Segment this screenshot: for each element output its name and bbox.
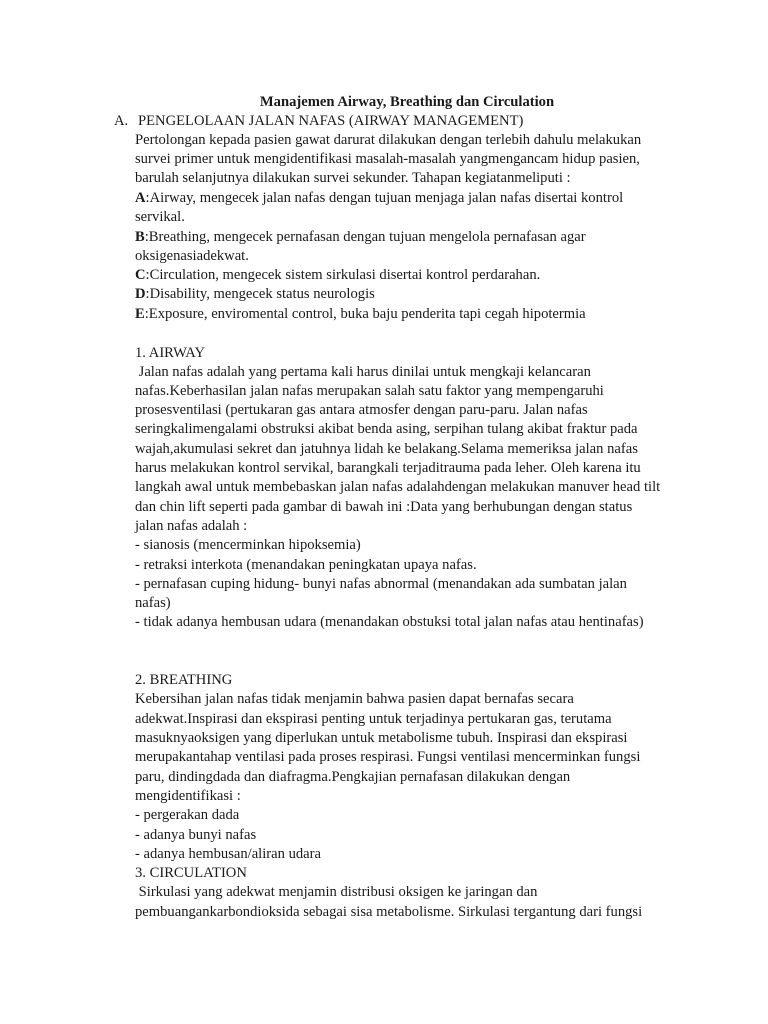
intro-line: survei primer untuk mengidentifikasi masalah-masalah yangmengancam hidup pasien, [135,151,640,167]
airway-line: seringkalimengalami obstruksi akibat benda asing, serpihan tulang akibat fraktur pada [135,421,638,437]
airway-heading: 1. AIRWAY [135,345,206,361]
step-text: :Exposure, enviromental control, buka baju penderita tapi cegah hipotermia [144,306,586,322]
airway-line: - tidak adanya hembusan udara (menandakan obstuksi total jalan nafas atau hentinafas) [135,614,644,630]
circulation-heading: 3. CIRCULATION [135,865,247,881]
breathing-line: merupakantahap ventilasi pada proses respirasi. Fungsi ventilasi mencerminkan fungsi [135,749,641,765]
breathing-line: - adanya bunyi nafas [135,827,257,843]
airway-line: nafas) [135,595,171,611]
step-text: oksigenasiadekwat. [135,248,249,264]
step-b-cont [135,247,249,266]
step-text: :Breathing, mengecek pernafasan dengan tujuan mengelola pernafasan agar [144,229,586,245]
step-key: A [135,190,146,206]
step-text: :Disability, mengecek status neurologis [145,286,375,302]
circulation-line: pembuangankarbondioksida sebagai sisa metabolisme. Sirkulasi tergantung dari fungsi [135,904,643,920]
airway-line: harus melakukan kontrol servikal, barangkali terjaditrauma pada leher. Oleh karena itu [135,460,641,476]
document-title: Manajemen Airway, Breathing dan Circulation [259,94,555,110]
step-text: :Circulation, mengecek sistem sirkulasi disertai kontrol perdarahan. [145,267,541,283]
breathing-heading: 2. BREATHING [135,672,233,688]
airway-line: langkah awal untuk membebaskan jalan nafas adalahdengan melakukan manuver head tilt [135,479,661,495]
step-b [135,228,586,247]
airway-line: Jalan nafas adalah yang pertama kali harus dinilai untuk mengkaji kelancaran [135,364,591,380]
step-key: C [135,267,146,283]
intro-line: barulah selanjutnya dilakukan survei sekunder. Tahapan kegiatanmeliputi : [135,170,571,186]
step-e [135,305,586,324]
step-d [135,285,375,304]
section-a-letter: A. [114,113,129,129]
step-key: E [135,306,145,322]
airway-line: - sianosis (mencerminkan hipoksemia) [135,537,361,553]
step-key: D [135,286,146,302]
circulation-line: Sirkulasi yang adekwat menjamin distribusi oksigen ke jaringan dan [135,884,538,900]
airway-line: nafas.Keberhasilan jalan nafas merupakan salah satu faktor yang mempengaruhi [135,383,604,399]
breathing-line: mengidentifikasi : [135,788,241,804]
step-text: servikal. [135,209,185,225]
breathing-line: masuknyaoksigen yang diperlukan untuk metabolisme tubuh. Inspirasi dan ekspirasi [135,730,628,746]
step-a-cont [135,208,185,227]
airway-line: wajah,akumulasi sekret dan jatuhnya lidah ke belakang.Selama memeriksa jalan nafas [135,441,638,457]
breathing-line: - pergerakan dada [135,807,240,823]
step-text: :Airway, mengecek jalan nafas dengan tujuan menjaga jalan nafas disertai kontrol [145,190,624,206]
breathing-line: paru, dindingdada dan diafragma.Pengkajian pernafasan dilakukan dengan [135,769,571,785]
step-a [135,189,623,208]
section-a-heading: PENGELOLAAN JALAN NAFAS (AIRWAY MANAGEMENT) [138,113,524,129]
airway-line: dan chin lift seperti pada gambar di bawah ini :Data yang berhubungan dengan status [135,499,633,515]
breathing-line: Kebersihan jalan nafas tidak menjamin bahwa pasien dapat bernafas secara [135,691,574,707]
airway-line: - pernafasan cuping hidung- bunyi nafas abnormal (menandakan ada sumbatan jalan [135,576,627,592]
airway-line: - retraksi interkota (menandakan peningkatan upaya nafas. [135,557,477,573]
airway-line: jalan nafas adalah : [135,518,248,534]
breathing-line: - adanya hembusan/aliran udara [135,846,321,862]
step-key: B [135,229,145,245]
breathing-line: adekwat.Inspirasi dan ekspirasi penting untuk terjadinya pertukaran gas, terutama [135,711,612,727]
airway-line: prosesventilasi (pertukaran gas antara atmosfer dengan paru-paru. Jalan nafas [135,402,588,418]
intro-line: Pertolongan kepada pasien gawat darurat dilakukan dengan terlebih dahulu melakukan [135,132,642,148]
step-c [135,266,540,285]
